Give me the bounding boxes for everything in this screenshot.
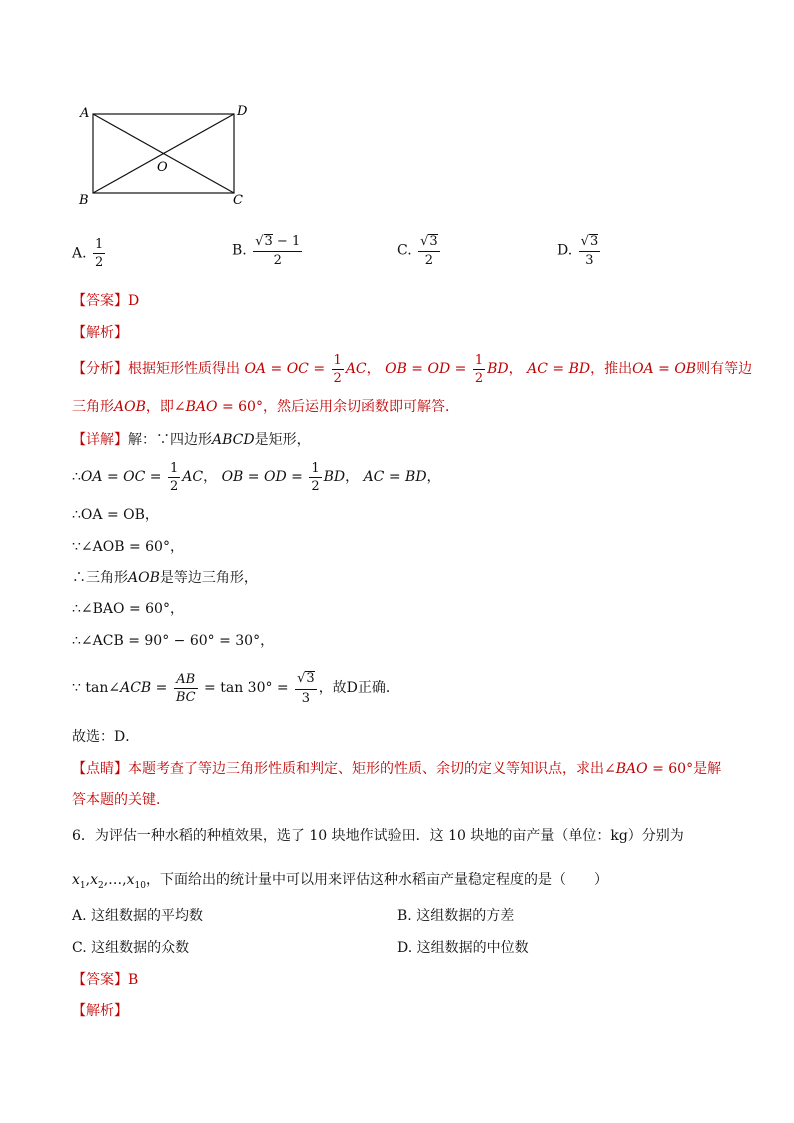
dianjing-line-1: 【点睛】本题考查了等边三角形性质和判定、矩形的性质、余切的定义等知识点，求出∠BAO = 60°是解 (72, 761, 722, 777)
detail-line-8: ∵ tan∠ACB = $\frac{AB}{BC}$ = tan 30° = $\frac{√3}{3}$ ，故D正确． (72, 671, 400, 706)
detail-line-4: ∵∠AOB = 60°， (72, 539, 184, 555)
q6-option-d: D. 这组数据的中位数 (397, 940, 529, 956)
choose-line: 故选：D． (72, 729, 140, 745)
detail-line-3: ∴OA = OB， (72, 507, 159, 523)
q6-option-a: A. 这组数据的平均数 (72, 908, 204, 924)
q6-analysis-label: 【解析】 (72, 1003, 128, 1019)
label-a: A (80, 106, 90, 121)
analysis-label: 【解析】 (72, 325, 128, 341)
q6-answer-line: 【答案】B (72, 972, 139, 988)
answer-line: 【答案】D (72, 293, 140, 309)
detail-line-5: ∴三角形AOB是等边三角形， (72, 570, 258, 586)
option-a: A. $\frac{1}{2}$ (72, 237, 104, 270)
label-c: C (233, 193, 243, 208)
q6-stem-line-2: $x_1,x_2,\dots,x_{10}$，下面给出的统计量中可以用来评估这种水稻亩产量稳定程度的是（ ） (72, 872, 608, 891)
label-b: B (79, 193, 89, 208)
q6-stem-line-1: 6．为评估一种水稻的种植效果，选了 10 块地作试验田．这 10 块地的亩产量（单位：kg）分别为 (72, 828, 684, 844)
fenxi-line-1: 【分析】根据矩形性质得出 OA = OC = $\frac{1}{2}$ AC， OB = OD = $\frac{1}{2}$ BD， AC = BD，推出OA = OB则有等边 (72, 352, 753, 386)
label-d: D (237, 104, 248, 119)
detail-line-1: 【详解】解：∵四边形ABCD是矩形， (72, 432, 311, 448)
detail-line-6: ∴∠BAO = 60°， (72, 601, 184, 617)
option-d: D. $\frac{√3}{3}$ (557, 234, 599, 269)
option-c: C. $\frac{√3}{2}$ (397, 234, 438, 269)
detail-line-7: ∴∠ACB = 90° − 60° = 30°， (72, 633, 275, 649)
dianjing-line-2: 答本题的关键． (72, 792, 170, 808)
fenxi-line-2: 三角形AOB，即∠BAO = 60°，然后运用余切函数即可解答． (72, 399, 459, 415)
q6-option-c: C. 这组数据的众数 (72, 940, 190, 956)
rectangle-figure (76, 100, 256, 212)
label-o: O (157, 160, 168, 175)
option-b: B. $\frac{√3 - 1}{2}$ (232, 234, 301, 269)
q6-option-b: B. 这组数据的方差 (397, 908, 515, 924)
detail-line-2: ∴OA = OC = $\frac{1}{2}$ AC， OB = OD = $\frac{1}{2}$ BD， AC = BD， (72, 460, 441, 494)
